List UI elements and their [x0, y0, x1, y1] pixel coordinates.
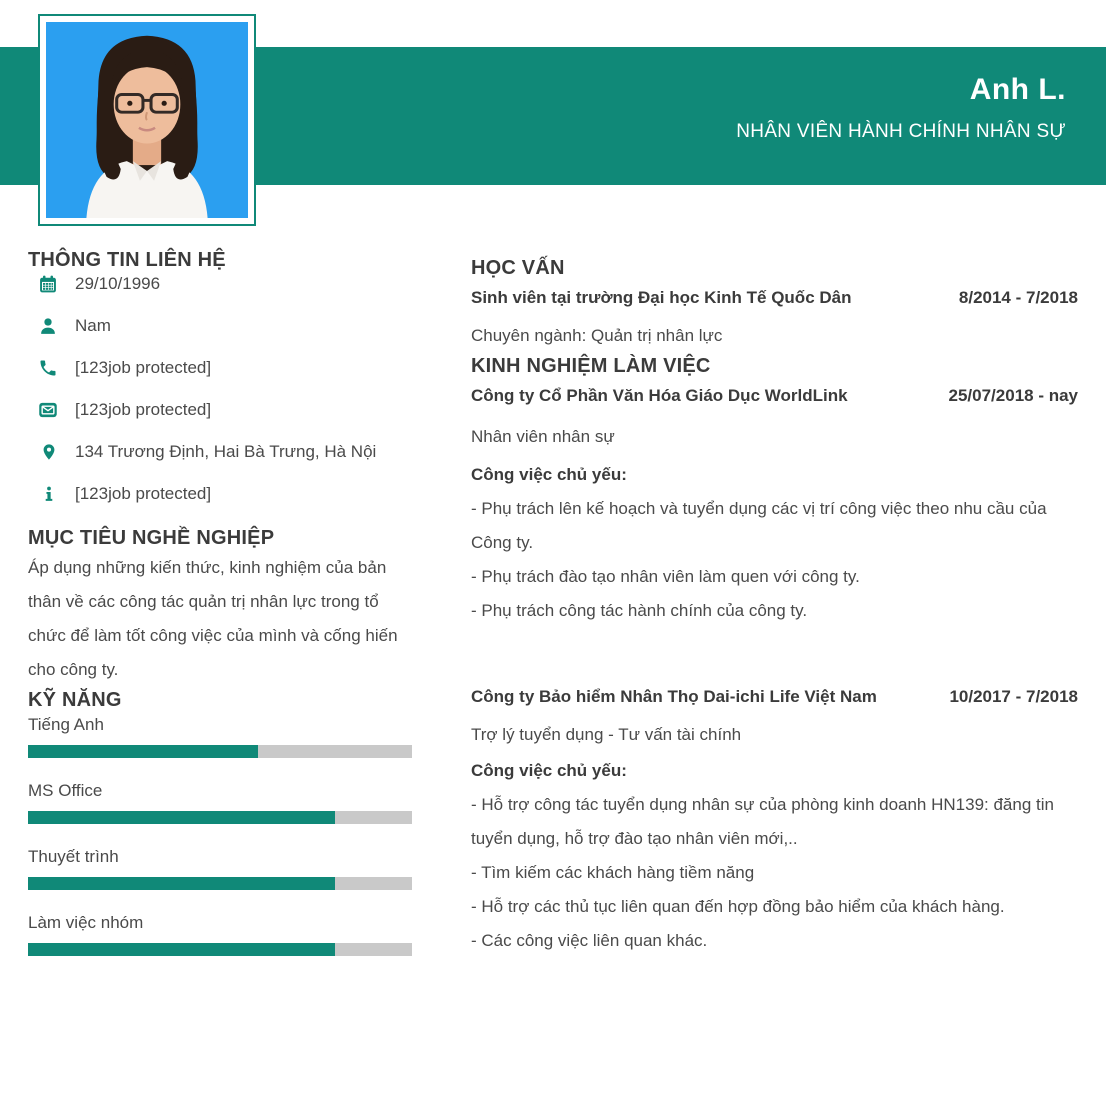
job-date: 10/2017 - 7/2018 [949, 687, 1078, 706]
email-value: [123job protected] [75, 400, 212, 419]
info-icon [40, 484, 58, 504]
contact-row-gender [28, 315, 412, 337]
right-column [471, 255, 1078, 958]
skill-bar [28, 943, 412, 956]
skill-bar-fill [28, 811, 335, 824]
candidate-name: Anh L. [969, 73, 1066, 106]
education-entry [471, 281, 1078, 353]
location-icon [40, 442, 58, 462]
candidate-title: NHÂN VIÊN HÀNH CHÍNH NHÂN SỰ [736, 121, 1066, 142]
objective-heading: MỤC TIÊU NGHỀ NGHIỆP [28, 527, 275, 549]
job-task: - Phụ trách lên kế hoạch và tuyển dụng các vị trí công việc theo nhu cầu của Công ty. [471, 499, 1047, 552]
skill-item [28, 911, 412, 956]
left-column [28, 247, 412, 977]
skill-bar [28, 877, 412, 890]
job-task: - Phụ trách công tác hành chính của công ty. [471, 601, 808, 620]
skill-bar-fill [28, 943, 335, 956]
skills-heading: KỸ NĂNG [28, 689, 122, 711]
calendar-icon [38, 274, 58, 294]
skill-bar [28, 811, 412, 824]
job-role: Trợ lý tuyển dụng - Tư vấn tài chính [471, 725, 742, 744]
experience-heading: KINH NGHIỆM LÀM VIỆC [471, 355, 711, 377]
skill-item [28, 779, 412, 824]
education-entry-head [471, 281, 1078, 315]
job-company: Công ty Cổ Phần Văn Hóa Giáo Dục WorldLink [471, 386, 848, 405]
gender-value: Nam [75, 316, 111, 335]
email-icon [38, 400, 58, 420]
profile-photo-frame [38, 14, 256, 226]
skill-bar-fill [28, 745, 258, 758]
job-entry-head [471, 680, 1078, 714]
education-heading: HỌC VẤN [471, 257, 565, 279]
birthday-value: 29/10/1996 [75, 274, 161, 293]
contact-row-address [28, 441, 412, 463]
job-task: - Phụ trách đào tạo nhân viên làm quen với công ty. [471, 567, 860, 586]
job-date: 25/07/2018 - nay [948, 386, 1078, 405]
person-icon [38, 316, 58, 336]
contact-row-info [28, 483, 412, 505]
job-company: Công ty Bảo hiểm Nhân Thọ Dai-ichi Life Việt Nam [471, 687, 877, 706]
skill-item [28, 713, 412, 758]
profile-photo [46, 22, 248, 218]
skill-label: Tiếng Anh [28, 715, 104, 734]
job-task: - Hỗ trợ các thủ tục liên quan đến hợp đồng bảo hiểm của khách hàng. [471, 897, 1005, 916]
skill-label: MS Office [28, 781, 103, 800]
job-entry [471, 379, 1078, 628]
skill-item [28, 845, 412, 890]
contact-row-email [28, 399, 412, 421]
job-entry [471, 680, 1078, 958]
job-task: - Các công việc liên quan khác. [471, 931, 708, 950]
education-school: Sinh viên tại trường Đại học Kinh Tế Quốc Dân [471, 288, 852, 307]
job-task: - Tìm kiếm các khách hàng tiềm năng [471, 863, 755, 882]
address-value: 134 Trương Định, Hai Bà Trưng, Hà Nội [75, 442, 377, 461]
job-entry-head [471, 379, 1078, 413]
job-tasks-label: Công việc chủ yếu: [471, 761, 627, 780]
skill-bar-fill [28, 877, 335, 890]
contact-heading: THÔNG TIN LIÊN HỆ [28, 249, 226, 271]
skill-label: Làm việc nhóm [28, 913, 144, 932]
skill-label: Thuyết trình [28, 847, 119, 866]
objective-text: Áp dụng những kiến thức, kinh nghiệm của bản thân về các công tác quản trị nhân lực trong tổ chức để làm tốt công việc của mình và cống hiến cho công ty. [28, 558, 398, 679]
skill-bar [28, 745, 412, 758]
contact-row-phone [28, 357, 412, 379]
education-major: Chuyên ngành: Quản trị nhân lực [471, 326, 723, 345]
header-identity [736, 73, 1066, 144]
education-date: 8/2014 - 7/2018 [958, 288, 1078, 307]
phone-value: [123job protected] [75, 358, 212, 377]
info-value: [123job protected] [75, 484, 212, 503]
phone-icon [38, 358, 58, 378]
contact-row-birthday [28, 273, 412, 295]
job-task: - Hỗ trợ công tác tuyển dụng nhân sự của phòng kinh doanh HN139: đăng tin tuyển dụng, hỗ trợ đào tạo nhân viên mới,.. [471, 795, 1054, 848]
job-tasks-label: Công việc chủ yếu: [471, 465, 627, 484]
job-role: Nhân viên nhân sự [471, 427, 615, 446]
